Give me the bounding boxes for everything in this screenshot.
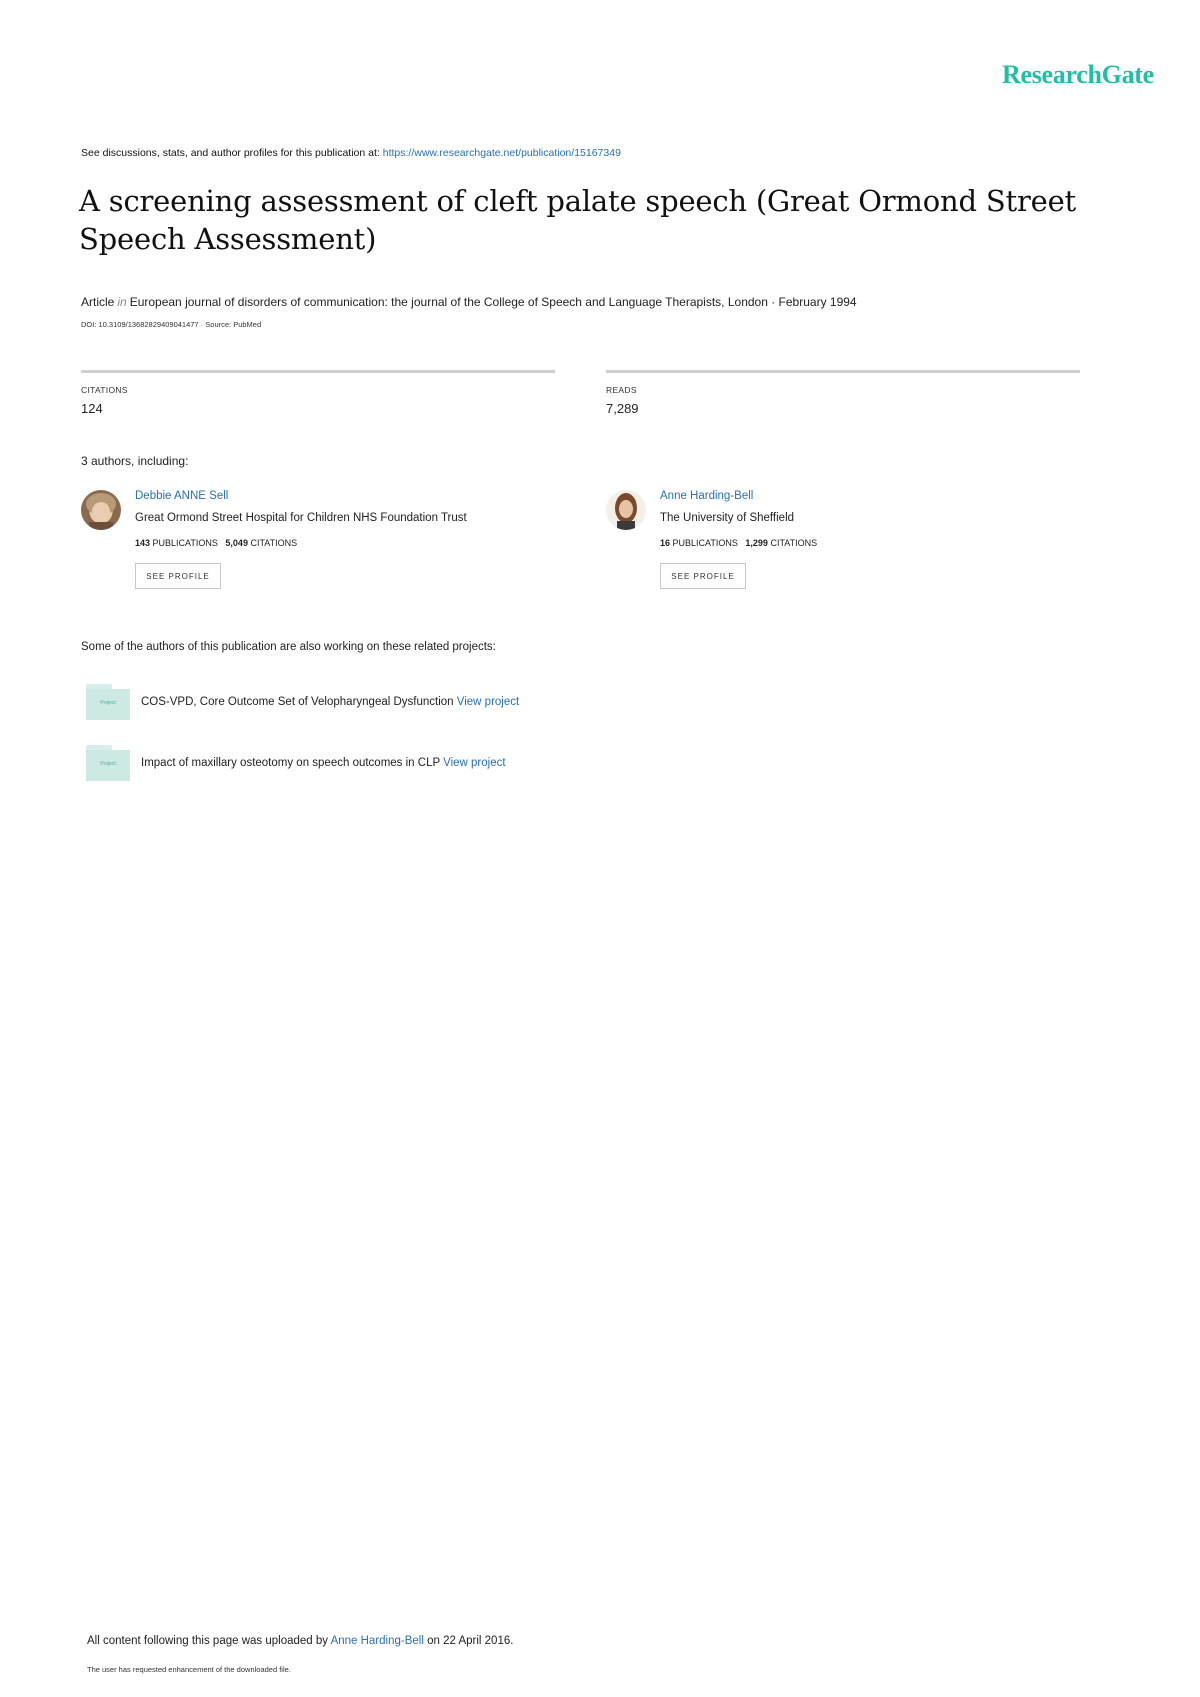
project-icon-label: Project [100, 700, 116, 706]
author-avatar-anne-harding-bell[interactable] [606, 490, 646, 530]
project-icon-label: Project [100, 761, 116, 767]
upload-suffix: on 22 April 2016. [423, 1635, 514, 1647]
project-item [141, 757, 506, 769]
see-profile-button[interactable]: SEE PROFILE [660, 563, 746, 589]
discussion-line [81, 147, 621, 159]
avatar-photo-icon [606, 490, 646, 530]
project-title: Impact of maxillary osteotomy on speech outcomes in CLP [141, 757, 444, 769]
authors-intro: 3 authors, including: [81, 454, 189, 468]
see-profile-button[interactable]: SEE PROFILE [135, 563, 221, 589]
author-publications-label: PUBLICATIONS [152, 538, 218, 548]
publication-url-link[interactable]: https://www.researchgate.net/publication/15167349 [382, 147, 621, 159]
reads-label: READS [606, 385, 637, 395]
in-word: in [117, 295, 127, 309]
author-publications-count: 16 [660, 538, 671, 548]
author-stats [135, 538, 297, 548]
citations-divider [81, 370, 555, 373]
project-title: COS-VPD, Core Outcome Set of Velopharyngeal Dysfunction [141, 696, 457, 708]
reads-divider [606, 370, 1080, 373]
author-citations-count: 1,299 [745, 538, 768, 548]
upload-prefix: All content following this page was uploaded by [87, 1635, 331, 1647]
author-citations-count: 5,049 [225, 538, 248, 548]
article-type: Article [81, 295, 115, 309]
avatar-photo-icon [81, 490, 121, 530]
discussion-text: See discussions, stats, and author profiles for this publication at: [81, 147, 383, 159]
upload-notice [87, 1635, 513, 1647]
citations-label: CITATIONS [81, 385, 128, 395]
project-folder-icon[interactable] [86, 745, 130, 781]
publication-title: A screening assessment of cleft palate speech (Great Ormond Street Speech Assessment) [79, 184, 1077, 256]
author-institution: The University of Sheffield [660, 512, 795, 524]
view-project-link[interactable]: View project [443, 757, 506, 769]
project-item [141, 696, 519, 708]
author-citations-label: CITATIONS [770, 538, 818, 548]
related-projects-intro: Some of the authors of this publication are also working on these related projects: [81, 641, 496, 653]
view-project-link[interactable]: View project [456, 696, 520, 708]
author-publications-label: PUBLICATIONS [672, 538, 738, 548]
publication-meta [81, 295, 857, 309]
journal-venue: European journal of disorders of communication: the journal of the College of Speech and Language Therapists, London · February 1994 [129, 295, 857, 309]
author-institution: Great Ormond Street Hospital for Children NHS Foundation Trust [135, 512, 467, 524]
author-stats [660, 538, 817, 548]
author-publications-count: 143 [135, 538, 151, 548]
uploader-link[interactable]: Anne Harding-Bell [330, 1635, 424, 1647]
project-folder-icon[interactable] [86, 684, 130, 720]
reads-value: 7,289 [606, 401, 639, 416]
doi-line: DOI: 10.3109/13682829409041477 · Source: PubMed [81, 320, 262, 329]
researchgate-logo[interactable]: ResearchGate [1002, 60, 1154, 89]
author-citations-label: CITATIONS [250, 538, 298, 548]
author-avatar-debbie-sell[interactable] [81, 490, 121, 530]
enhancement-note: The user has requested enhancement of the downloaded file. [87, 1665, 291, 1674]
citations-value: 124 [81, 401, 103, 416]
author-name-link[interactable]: Debbie ANNE Sell [135, 490, 229, 502]
author-name-link[interactable]: Anne Harding-Bell [660, 490, 754, 502]
